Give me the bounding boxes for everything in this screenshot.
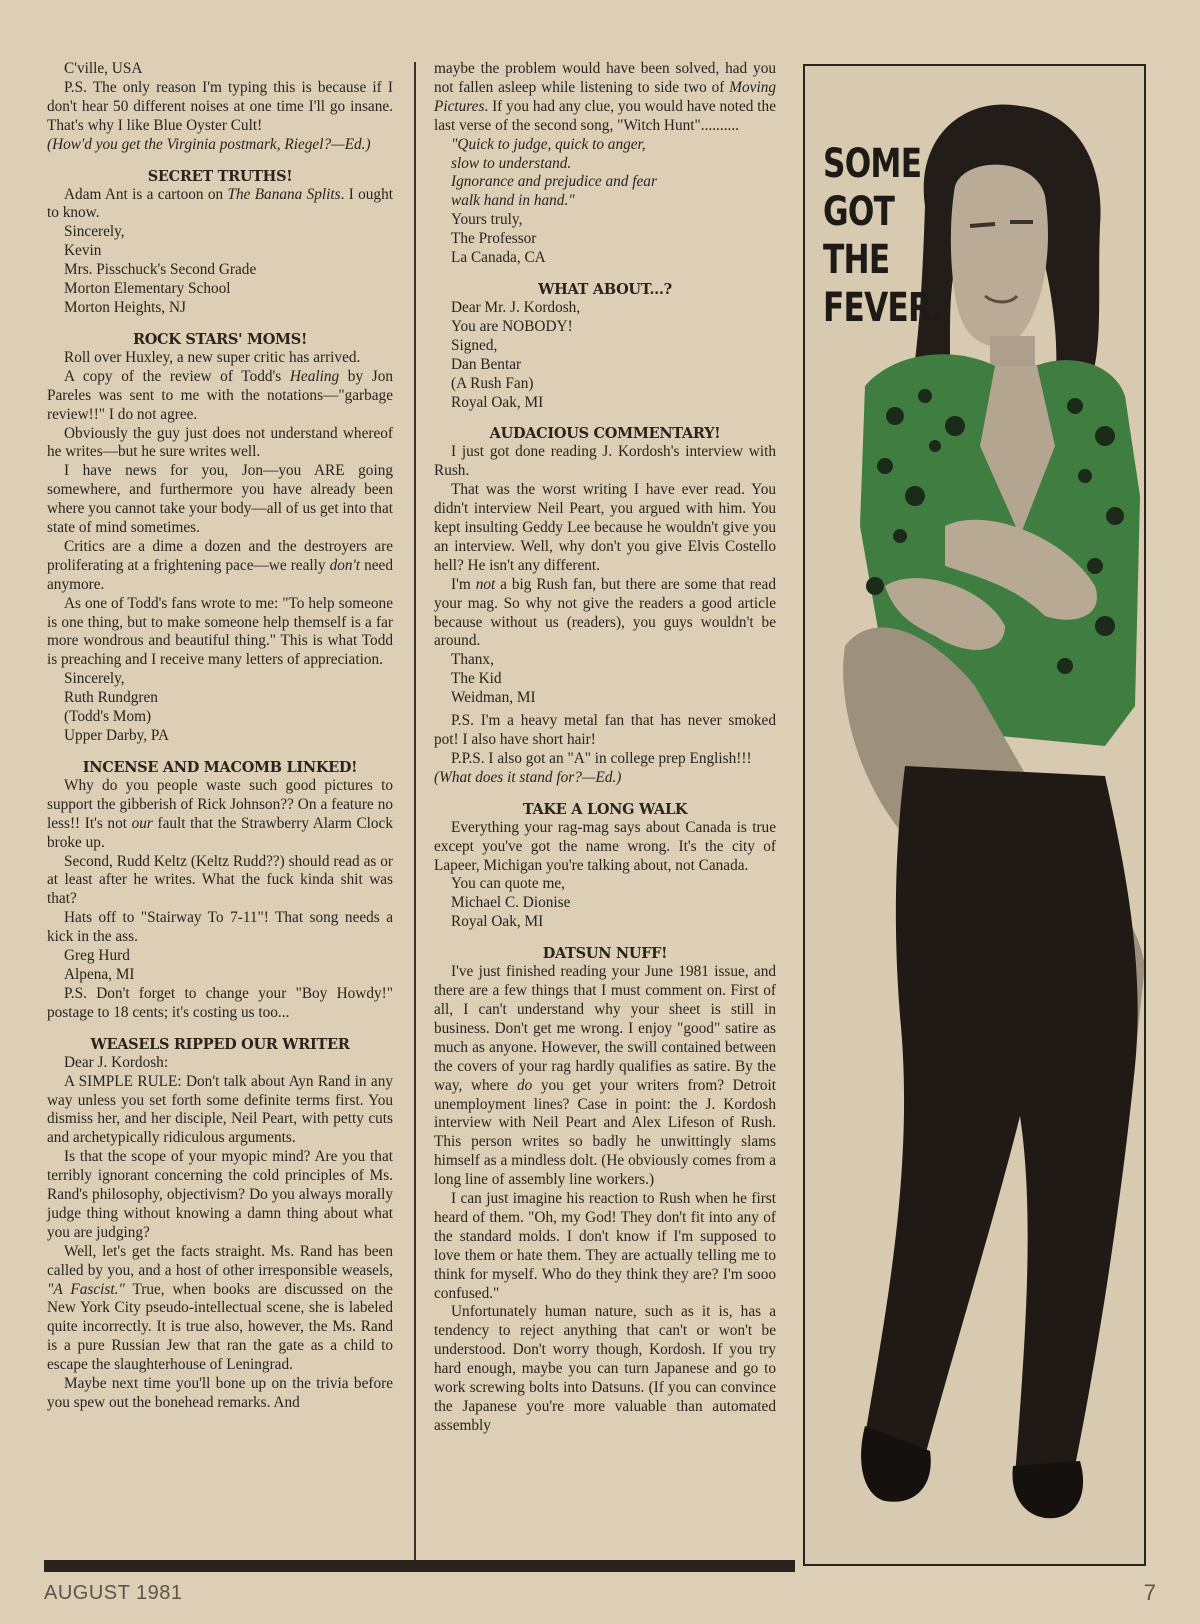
- letter-signature: Morton Elementary School: [64, 280, 231, 298]
- letter-signature: (A Rush Fan): [451, 374, 534, 392]
- letter-paragraph: I have news for you, Jon—you ARE going somewhere, and furthermore you have already been where you cannot take your body—all of us get into that state of mind sometimes.: [47, 462, 393, 537]
- letter-signature: Ruth Rundgren: [64, 689, 158, 707]
- letter-postscript: P.S. Don't forget to change your "Boy Howdy!" postage to 18 cents; it's costing us too...: [47, 984, 393, 1021]
- letter-signature: Signed,: [451, 336, 498, 354]
- letter-paragraph: A SIMPLE RULE: Don't talk about Ayn Rand in any way unless you set forth some definite terms first. You dismiss her, and her disciple, Neil Peart, with petty cuts and archetypically ridiculous arguments.: [47, 1072, 393, 1147]
- letter-signature: Kevin: [64, 242, 102, 260]
- letter-salutation: Dear J. Kordosh:: [64, 1053, 169, 1071]
- lyric-quote-line: Ignorance and prejudice and fear: [451, 173, 657, 191]
- letter-paragraph: I'm not a big Rush fan, but there are some that read your mag. So why not give the readers a good article because without us (readers), you guys wouldn't be around.: [434, 575, 776, 650]
- editor-note: (How'd you get the Virginia postmark, Riegel?—Ed.): [47, 135, 371, 153]
- lyric-quote-line: walk hand in hand.": [451, 192, 575, 210]
- letter-paragraph: Obviously the guy just does not understand whereof he writes—but he sure writes well.: [47, 424, 393, 461]
- editor-note: (What does it stand for?—Ed.): [434, 768, 622, 786]
- issue-date: AUGUST 1981: [44, 1582, 183, 1604]
- letter-heading: AUDACIOUS COMMENTARY!: [489, 425, 721, 443]
- letter-postscript: P.P.S. I also got an "A" in college prep English!!!: [451, 749, 752, 767]
- ad-slogan-line: THE: [823, 237, 890, 283]
- page-number: 7: [1143, 1580, 1156, 1605]
- letter-signature: Thanx,: [451, 651, 494, 669]
- letter-paragraph: Critics are a dime a dozen and the destroyers are proliferating at a frightening pace—we really don't need anymore.: [47, 537, 393, 593]
- column-divider: [414, 62, 416, 1560]
- letter-heading: ROCK STARS' MOMS!: [132, 330, 308, 348]
- letter-signature: (Todd's Mom): [64, 708, 152, 726]
- letter-heading: DATSUN NUFF!: [542, 945, 668, 963]
- letter-signature: Upper Darby, PA: [64, 727, 170, 744]
- letter-signature: Weidman, MI: [451, 689, 536, 707]
- letter-heading: WHAT ABOUT...?: [538, 280, 672, 298]
- letter-signature: You can quote me,: [451, 875, 566, 893]
- letter-paragraph: Everything your rag-mag says about Canada is true except you've got the name wrong. It's the city of Lapeer, Michigan you're talking about, not Canada.: [434, 818, 776, 874]
- letter-paragraph: Is that the scope of your myopic mind? Are you that terribly ignorant concerning the cold principles of Ms. Rand's philosophy, objectivism? Do you always morally judge thing without knowing a damn thing about what you are judging?: [47, 1148, 393, 1241]
- lyric-quote-line: slow to understand.: [451, 154, 572, 172]
- letter-paragraph: As one of Todd's fans wrote to me: "To help someone is one thing, but to make someone help themself is a far more wondrous and beautiful thing." This is what Todd is preaching and I receive many letters of appreciation.: [47, 594, 393, 669]
- letter-signature: Sincerely,: [64, 223, 125, 241]
- letter-line: You are NOBODY!: [451, 317, 573, 335]
- letter-signature: La Canada, CA: [451, 249, 546, 267]
- letter-paragraph: I just got done reading J. Kordosh's interview with Rush.: [434, 443, 776, 480]
- bottom-rule: [44, 1560, 795, 1572]
- letter-paragraph: Unfortunately human nature, such as it is, has a tendency to reject anything that can't or won't be understood. Don't worry though, Kordosh. If you try hard enough, maybe you can turn Japanese and go to work screwing bolts into Datsuns. (If you can convince the Japanese you're more valuable than automated assembly: [434, 1303, 776, 1434]
- letter-paragraph: A copy of the review of Todd's Healing by Jon Pareles was sent to me with the notations—"garbage review!!" I do not agree.: [47, 367, 393, 423]
- letter-signature: C'ville, USA: [64, 60, 143, 77]
- letter-paragraph: Adam Ant is a cartoon on The Banana Splits. I ought to know.: [47, 185, 393, 222]
- letter-signature: Greg Hurd: [64, 947, 130, 965]
- letter-signature: Royal Oak, MI: [451, 913, 544, 931]
- letter-paragraph: maybe the problem would have been solved, had you not fallen asleep while listening to side two of Moving Pictures. If you had any clue, you would have noted the last verse of the second song, "Witch Hunt"..........: [434, 60, 776, 134]
- letter-signature: Alpena, MI: [64, 965, 135, 983]
- letter-paragraph: Well, let's get the facts straight. Ms. Rand has been called by you, and a host of other irresponsible weasels, "A Fascist." True, when books are discussed on the New York City pseudo-intellectual scene, she is labeled quite incorrectly. It is true also, however, the Ms. Rand is a pure Russian Jew that ran the gate as a child to escape the slaughterhouse of Leningrad.: [47, 1242, 393, 1374]
- letter-postscript: P.S. I'm a heavy metal fan that has never smoked pot! I also have short hair!: [434, 712, 776, 748]
- letter-postscript: P.S. The only reason I'm typing this is because if I don't hear 50 different noises at one time I'll go insane. That's why I like Blue Oyster Cult!: [47, 78, 393, 134]
- letter-paragraph: I can just imagine his reaction to Rush when he first heard of them. "Oh, my God! They don't fit into any of the standard molds. I don't know if I'm supposed to love them or hate them. They are actually telling me to think for myself. Who do they think they are? I'm sooo confused.": [434, 1190, 776, 1302]
- letter-signature: The Kid: [451, 670, 502, 688]
- letter-signature: Morton Heights, NJ: [64, 298, 186, 316]
- letter-signature: Michael C. Dionise: [451, 894, 571, 912]
- letters-column-1: [47, 60, 393, 1413]
- ad-slogan-line: FEVER.: [823, 285, 943, 331]
- ad-slogan-line: SOME: [823, 141, 922, 187]
- letter-signature: Sincerely,: [64, 670, 125, 688]
- letter-paragraph: Second, Rudd Keltz (Keltz Rudd??) should read as or at least after he writes. What the fuck kinda shit was that?: [47, 852, 393, 908]
- letter-paragraph: Why do you people waste such good pictures to support the gibberish of Rick Johnson?? On a feature no less!! It's not our fault that the Strawberry Alarm Clock broke up.: [47, 776, 393, 851]
- letter-paragraph: I've just finished reading your June 1981 issue, and there are a few things that I must comment on. First of all, I can't understand why your sheet is still in business. Don't get me wrong. I enjoy "good" satire as much as anyone. However, the swill contained between the covers of your rag hardly qualifies as satire. By the way, where do you get your writers from? Detroit unemployment lines? Case in point: the J. Kordosh interview with Neil Peart and Alex Lifeson of Rush. This person writes so badly he unwittingly slams himself as a mindless dolt. (He obviously comes from a long line of assembly line workers.): [434, 963, 776, 1189]
- letter-paragraph: Roll over Huxley, a new super critic has arrived.: [64, 348, 361, 366]
- ad-slogan: [823, 140, 943, 332]
- letter-signature: Mrs. Pisschuck's Second Grade: [64, 261, 257, 279]
- fever-ad-panel: [803, 64, 1146, 1566]
- letter-signature: Yours truly,: [451, 211, 523, 229]
- letter-signature: Royal Oak, MI: [451, 393, 544, 411]
- letter-paragraph: Hats off to "Stairway To 7-11"! That song needs a kick in the ass.: [47, 909, 393, 946]
- letter-signature: Dan Bentar: [451, 355, 522, 373]
- ad-slogan-line: GOT: [823, 189, 895, 235]
- letter-paragraph: That was the worst writing I have ever read. You didn't interview Neil Peart, you argued with him. You kept insulting Geddy Lee because he wouldn't give you an interview. Well, why don't you give Elvis Costello hell? He isn't any different.: [434, 481, 776, 574]
- lyric-quote-line: "Quick to judge, quick to anger,: [451, 135, 646, 153]
- letters-column-2: [434, 60, 776, 1436]
- letter-line: Dear Mr. J. Kordosh,: [451, 298, 581, 316]
- letter-heading: WEASELS RIPPED OUR WRITER: [90, 1035, 350, 1053]
- letter-signature: The Professor: [451, 230, 537, 248]
- letter-heading: SECRET TRUTHS!: [147, 167, 293, 185]
- letter-paragraph: Maybe next time you'll bone up on the trivia before you spew out the bonehead remarks. And: [47, 1375, 393, 1411]
- letter-heading: TAKE A LONG WALK: [522, 800, 688, 818]
- letter-heading: INCENSE AND MACOMB LINKED!: [82, 758, 358, 776]
